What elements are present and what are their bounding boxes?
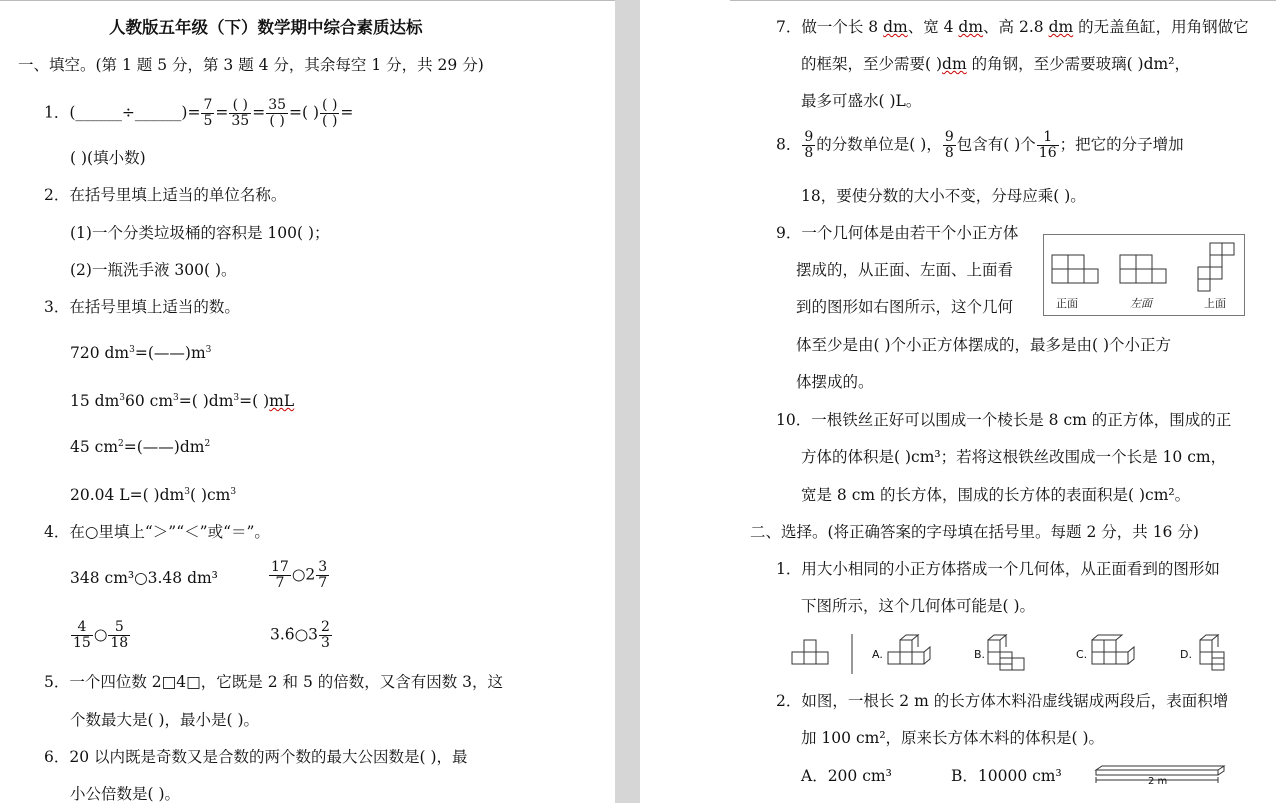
question-7-line3: 最多可盛水( )L。 xyxy=(801,92,922,110)
section-2-heading: 二、选择。(将正确答案的字母填在括号里。每题 2 分，共 16 分) xyxy=(750,523,1199,541)
question-3-part1: 720 $dm^3=(——)m^3$ xyxy=(70,344,212,362)
question-10-line3: 宽是 8 cm 的长方体，围成的长方体的表面积是( )cm²。 xyxy=(801,486,1191,504)
question-4-d: 3.6̇○3 $\frac{2}{3}$ xyxy=(270,619,330,651)
page-gap xyxy=(615,0,640,803)
option-c-label: C. xyxy=(1076,648,1088,661)
option-b-label: B. xyxy=(974,648,986,661)
question-9-line2: 摆成的，从正面、左面、上面看 xyxy=(796,261,1014,279)
beam-length-label: 2 m xyxy=(1148,776,1168,787)
fraction-blank-blank: ( ) ( ) xyxy=(322,97,338,129)
page-top-border xyxy=(0,0,615,1)
question-7: 7．做一个长 8 dm、宽 4 dm、高 2.8 dm 的无盖鱼缸，用角钢做它 xyxy=(776,18,1249,36)
top-view-caption: 上面 xyxy=(1204,297,1226,310)
left-view-caption: 左面 xyxy=(1130,297,1152,310)
left-page xyxy=(0,0,615,803)
choice-question-1-line2: 下图所示，这个几何体可能是( )。 xyxy=(801,597,1036,615)
page-top-border xyxy=(730,0,1276,1)
question-3: 3．在括号里填上适当的数。 xyxy=(44,298,240,316)
cube-options-drawing xyxy=(788,630,1248,676)
question-10: 10．一根铁丝正好可以围成一个棱长是 8 cm 的正方体，围成的正 xyxy=(776,411,1232,429)
question-9-line4: 体至少是由( )个小正方体摆成的，最多是由( )个小正方 xyxy=(796,336,1172,354)
question-4-a: 348 cm³○3.48 dm³ xyxy=(70,569,218,587)
option-d-label: D. xyxy=(1180,648,1192,661)
question-5: 5．一个四位数 2□4□，它既是 2 和 5 的倍数，又含有因数 3，这 xyxy=(44,673,504,691)
question-8: 8． $\frac{9}{8}$ 的分数单位是( )， $\frac{9}{8}$ 包含有( )个 $\frac{1}{16}$ ；把它的分子增加 xyxy=(776,129,1184,161)
document-title: 人教版五年级（下）数学期中综合素质达标 xyxy=(109,18,423,37)
question-10-line2: 方体的体积是( )cm³；若将这根铁丝改围成一个长是 10 cm， xyxy=(801,448,1227,466)
three-views-figure xyxy=(1043,234,1245,316)
question-2-part2: (2)一瓶洗手液 300( )。 xyxy=(70,261,237,279)
right-page xyxy=(640,0,1276,803)
fraction-blank-35: ( ) 35 xyxy=(231,97,250,129)
question-9-line5: 体摆成的。 xyxy=(796,373,874,391)
question-4-c: $\frac{4}{15}$ ○ $\frac{5}{18}$ xyxy=(73,619,129,651)
question-3-part4: 20.04 L=( )$dm^3$( )$cm^3$ xyxy=(70,486,237,504)
question-2: 2．在括号里填上适当的单位名称。 xyxy=(44,186,287,204)
question-2-part1: (1)一个分类垃圾桶的容积是 100( )； xyxy=(70,224,330,242)
choice-2-option-b: B．10000 cm³ xyxy=(951,767,1062,785)
question-9: 9．一个几何体是由若干个小正方体 xyxy=(776,224,1019,242)
question-1: 1．(______÷______)= $\frac{7}{5}$ = ( ) 35 = 35 ( ) =( ) ( ) ( ) = xyxy=(44,97,354,129)
section-1-heading: 一、填空。(第 1 题 5 分，第 3 题 4 分，其余每空 1 分，共 29 分) xyxy=(18,56,484,74)
choice-question-1: 1．用大小相同的小正方体搭成一个几何体，从正面看到的图形如 xyxy=(776,560,1220,578)
question-1-line2: ( )(填小数) xyxy=(70,149,146,167)
front-view-caption: 正面 xyxy=(1056,297,1078,310)
question-8-line2: 18，要使分数的大小不变，分母应乘( )。 xyxy=(801,187,1086,205)
question-3-part2: 15 $dm^360$ $cm^3=$( )$dm^3=$( )mL xyxy=(70,392,295,410)
wood-beam-figure xyxy=(1092,764,1226,790)
question-6-line2: 小公倍数是( )。 xyxy=(70,785,181,803)
question-9-line3: 到的图形如右图所示，这个几何 xyxy=(796,298,1014,316)
question-3-part3: 45 $cm^2=(——)dm^2$ xyxy=(70,438,211,456)
choice-question-2: 2．如图，一根长 2 m 的长方体木料沿虚线锯成两段后，表面积增 xyxy=(776,692,1229,710)
question-4: 4．在○里填上“＞”“＜”或“＝”。 xyxy=(44,523,270,541)
choice-2-option-a: A．200 cm³ xyxy=(801,767,892,785)
question-5-line2: 个数最大是( )，最小是( )。 xyxy=(70,711,260,729)
question-4-b: $\frac{17}{7}$ ○2 $\frac{3}{7}$ xyxy=(271,559,328,591)
question-7-line2: 的框架，至少需要( )dm 的角钢，至少需要玻璃( )dm²， xyxy=(801,55,1190,73)
choice-question-2-line2: 加 100 cm²，原来长方体木料的体积是( )。 xyxy=(801,729,1105,747)
cube-options-figure xyxy=(788,630,1248,676)
fraction-7-5: $\frac{7}{5}$ xyxy=(203,97,213,129)
option-a-label: A. xyxy=(872,648,883,661)
fraction-35-blank: 35 ( ) xyxy=(268,97,287,129)
question-6: 6．20 以内既是奇数又是合数的两个数的最大公因数是( )，最 xyxy=(44,748,468,766)
